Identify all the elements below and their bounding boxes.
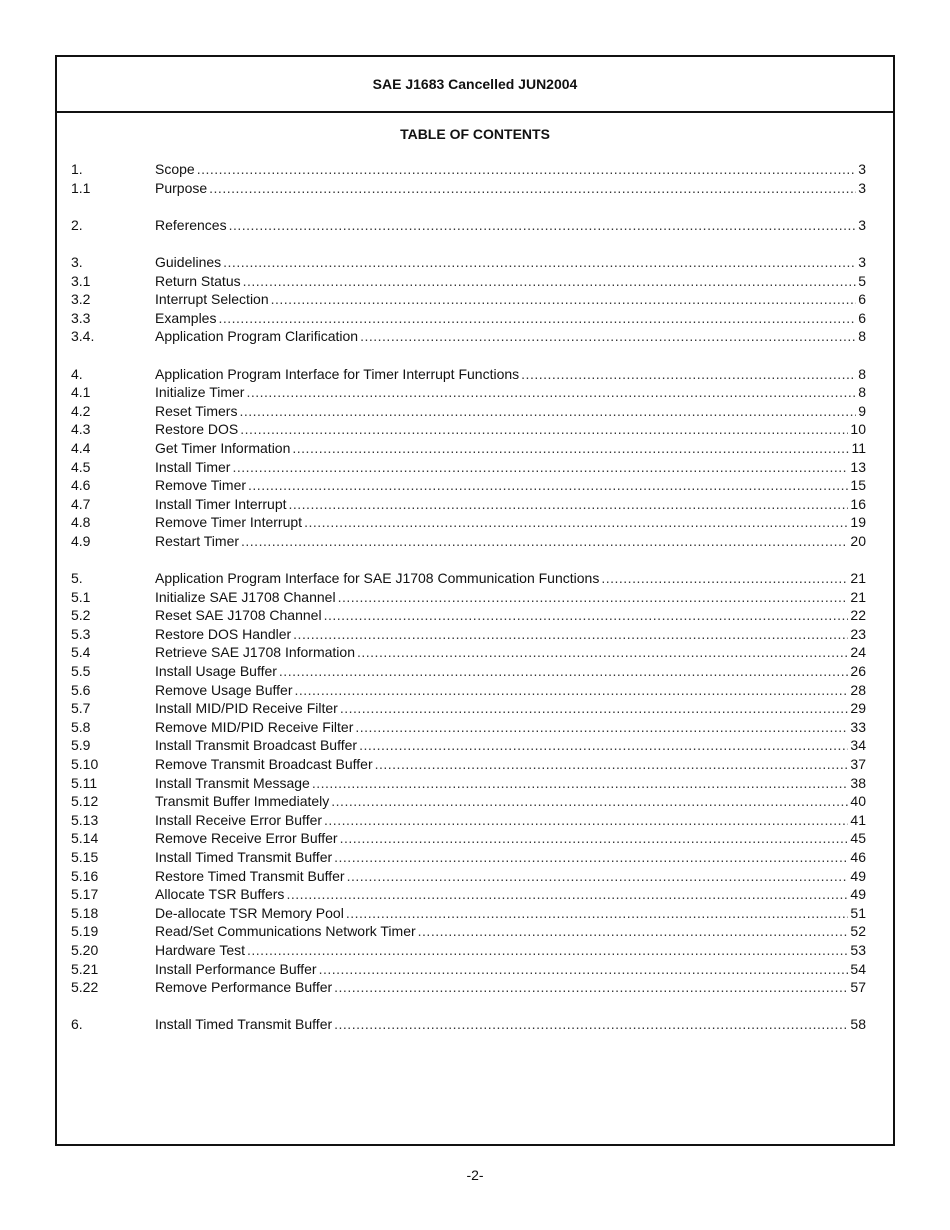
toc-entry-number: 4.1: [71, 384, 91, 401]
toc-entry-page: 49: [850, 867, 866, 884]
dot-leader: [334, 848, 848, 867]
dot-leader: [243, 272, 857, 291]
toc-entry-title: Reset Timers: [155, 402, 238, 419]
toc-entry-page: 19: [850, 514, 866, 531]
toc-entry: [71, 774, 866, 793]
toc-entry-title: Hardware Test: [155, 941, 246, 958]
toc-entry: [71, 941, 866, 960]
toc-entry-number: 5.22: [71, 979, 99, 996]
toc-entry: [71, 867, 866, 886]
toc-entry: [71, 216, 866, 235]
dot-leader: [246, 383, 856, 402]
toc-entry-title: Install Performance Buffer: [155, 960, 317, 977]
toc-entry: [71, 755, 866, 774]
toc-entry-title: De-allocate TSR Memory Pool: [155, 904, 344, 921]
toc-entry-number: 5.11: [71, 774, 98, 791]
toc-entry: [71, 327, 866, 346]
toc-entry: [71, 978, 866, 997]
toc-entry-title: Reset SAE J1708 Channel: [155, 607, 322, 624]
toc-entry-page: 21: [850, 570, 866, 587]
dot-leader: [324, 606, 849, 625]
toc-entry: [71, 681, 866, 700]
toc-entry-number: 5.6: [71, 681, 91, 698]
toc-entry-page: 3: [858, 179, 866, 196]
toc-entry-title: Remove Transmit Broadcast Buffer: [155, 756, 373, 772]
toc-entry-title: Application Program Clarification: [155, 328, 359, 345]
toc-entry-number: 4.2: [71, 402, 91, 419]
toc-entry-title: Get Timer Information: [155, 439, 291, 456]
toc-entry-number: 4.9: [71, 532, 91, 549]
dot-leader: [292, 439, 849, 458]
toc-entry: [71, 922, 866, 941]
toc-entry: [71, 309, 866, 328]
dot-leader: [331, 792, 848, 811]
toc-entry-page: 8: [858, 328, 866, 345]
toc-entry-number: 4.7: [71, 495, 91, 512]
toc-section: [71, 160, 866, 197]
page-number: -2-: [466, 1167, 484, 1183]
dot-leader: [197, 160, 857, 179]
dot-leader: [324, 811, 848, 830]
toc-entry-page: 10: [850, 421, 866, 438]
toc-entry-title: Install Timed Transmit Buffer: [155, 1016, 333, 1033]
toc-entry-page: 13: [850, 458, 866, 475]
toc-entry-number: 5.5: [71, 663, 91, 680]
toc-entry-number: 5.17: [71, 886, 99, 903]
toc-entry-title: Initialize SAE J1708 Channel: [155, 588, 336, 605]
toc-entry: [71, 885, 866, 904]
toc-entry-page: 29: [850, 700, 866, 717]
toc-entry-number: 5.7: [71, 700, 91, 717]
dot-leader: [340, 829, 849, 848]
toc-entry: [71, 569, 866, 588]
toc-entry-title: Install Transmit Broadcast Buffer: [155, 737, 358, 754]
document-title: SAE J1683 Cancelled JUN2004: [57, 57, 893, 113]
toc-entry-page: 34: [850, 737, 866, 754]
dot-leader: [294, 681, 848, 700]
toc-entry-title: Install Timer: [155, 458, 231, 475]
toc-entry-title: Install Timed Transmit Buffer: [155, 848, 333, 865]
toc-entry-title: Purpose: [155, 179, 208, 196]
toc-entry-page: 57: [850, 979, 866, 996]
dot-leader: [293, 625, 848, 644]
toc-entry-title: Transmit Buffer Immediately: [155, 793, 330, 810]
toc-entry-page: 6: [858, 291, 866, 308]
toc-entry-number: 3.3: [71, 309, 91, 326]
dot-leader: [286, 885, 848, 904]
toc-entry-title: References: [155, 216, 227, 233]
toc-entry-title: Install Usage Buffer: [155, 663, 277, 680]
dot-leader: [229, 216, 857, 235]
page-frame: [55, 55, 895, 1146]
dot-leader: [338, 588, 849, 607]
toc-entry-page: 41: [850, 811, 866, 828]
toc-section: [71, 1015, 866, 1034]
toc-entry: [71, 476, 866, 495]
dot-leader: [347, 867, 849, 886]
toc-entry-title: Application Program Interface for SAE J1708 Communication Functions: [155, 570, 600, 587]
toc-entry-title: Remove Timer Interrupt: [155, 514, 303, 531]
toc-entry: [71, 625, 866, 644]
dot-leader: [521, 365, 856, 384]
dot-leader: [218, 309, 856, 328]
toc-entry-number: 1.1: [71, 179, 91, 196]
toc-entry-number: 5.2: [71, 607, 91, 624]
toc-entry-number: 5.21: [71, 960, 99, 977]
toc-entry: [71, 792, 866, 811]
toc-entry-number: 5.18: [71, 904, 99, 921]
dot-leader: [289, 495, 849, 514]
dot-leader: [241, 532, 848, 551]
toc-entry: [71, 495, 866, 514]
toc-entry: [71, 718, 866, 737]
toc-entry-title: Guidelines: [155, 253, 222, 270]
toc-entry-number: 5.15: [71, 848, 99, 865]
toc-entry-number: 4.8: [71, 514, 91, 531]
toc-entry-page: 3: [858, 253, 866, 270]
dot-leader: [248, 476, 848, 495]
dot-leader: [304, 513, 848, 532]
toc-entry-title: Read/Set Communications Network Timer: [155, 923, 416, 940]
toc-entry-page: 8: [858, 384, 866, 401]
toc-entry-number: 5.13: [71, 811, 99, 828]
toc-entry: [71, 160, 866, 179]
toc-entry-title: Install Timer Interrupt: [155, 495, 287, 512]
toc-entry-number: 5.3: [71, 625, 91, 642]
toc-entry: [71, 420, 866, 439]
toc-section: [71, 216, 866, 235]
toc-entry-number: 4.4: [71, 439, 91, 456]
toc-entry: [71, 588, 866, 607]
toc-entry-title: Initialize Timer: [155, 384, 245, 401]
toc-entry-title: Install Transmit Message: [155, 774, 310, 791]
dot-leader: [334, 978, 848, 997]
toc-entry: [71, 513, 866, 532]
toc-entry: [71, 402, 866, 421]
toc-entry-number: 3.4.: [71, 328, 95, 345]
dot-leader: [360, 327, 856, 346]
toc-entry: [71, 253, 866, 272]
toc-entry: [71, 179, 866, 198]
toc-entry-page: 9: [858, 402, 866, 419]
dot-leader: [375, 755, 849, 774]
toc-entry-page: 8: [858, 365, 866, 382]
toc-entry: [71, 606, 866, 625]
toc-entry-page: 53: [850, 941, 866, 958]
toc-entry: [71, 829, 866, 848]
toc-entry-number: 4.: [71, 365, 83, 382]
toc-entry-title: Restart Timer: [155, 532, 240, 549]
toc-entry-number: 6.: [71, 1016, 83, 1033]
toc-entry: [71, 272, 866, 291]
toc-entry-title: Retrieve SAE J1708 Information: [155, 644, 355, 661]
toc-entry-page: 45: [850, 830, 866, 847]
toc-entry-page: 51: [850, 904, 866, 921]
toc-entry-page: 52: [850, 923, 866, 940]
toc-entry-page: 46: [850, 848, 866, 865]
toc-entry-page: 6: [858, 309, 866, 326]
toc-entry-page: 28: [850, 681, 866, 698]
toc-entry-title: Restore DOS Handler: [155, 625, 292, 642]
toc-entry-page: 24: [850, 644, 866, 661]
toc-entry: [71, 643, 866, 662]
toc-entry-page: 49: [850, 886, 866, 903]
toc-entry-number: 5.9: [71, 737, 91, 754]
toc-entry-number: 1.: [71, 161, 83, 177]
toc-entry-title: Interrupt Selection: [155, 291, 269, 308]
toc-entry: [71, 532, 866, 551]
toc-entry-title: Remove Usage Buffer: [155, 681, 293, 698]
toc-entry-number: 5.19: [71, 923, 99, 940]
toc-entry-number: 3.: [71, 253, 83, 270]
toc-section: [71, 253, 866, 346]
toc-entry: [71, 383, 866, 402]
toc-entry-number: 5.1: [71, 588, 91, 605]
dot-leader: [240, 420, 848, 439]
toc-entry-page: 40: [850, 793, 866, 810]
toc-section: [71, 365, 866, 551]
toc-entry-number: 5.16: [71, 867, 99, 884]
toc-entry-page: 37: [850, 756, 866, 772]
toc-entry-title: Return Status: [155, 272, 241, 289]
toc-entry-title: Examples: [155, 309, 217, 326]
toc-entry-number: 5.4: [71, 644, 91, 661]
toc-entry-page: 38: [850, 774, 866, 791]
toc-entry-page: 15: [850, 477, 866, 494]
dot-leader: [209, 179, 856, 198]
toc-entry-page: 20: [850, 532, 866, 549]
toc-entry-page: 23: [850, 625, 866, 642]
toc-entry-number: 5.14: [71, 830, 99, 847]
dot-leader: [359, 736, 848, 755]
toc-entry: [71, 290, 866, 309]
toc-entry-number: 5.20: [71, 941, 99, 958]
toc-entry-page: 21: [850, 588, 866, 605]
toc-entry-title: Remove Receive Error Buffer: [155, 830, 338, 847]
toc-entry-title: Install MID/PID Receive Filter: [155, 700, 338, 717]
dot-leader: [312, 774, 849, 793]
toc-entry-page: 3: [858, 216, 866, 233]
toc-entry-page: 16: [850, 495, 866, 512]
toc-entry: [71, 1015, 866, 1034]
toc-entry: [71, 699, 866, 718]
dot-leader: [247, 941, 848, 960]
dot-leader: [601, 569, 848, 588]
dot-leader: [357, 643, 848, 662]
toc-entry: [71, 811, 866, 830]
toc-section: [71, 569, 866, 997]
toc-entry-title: Application Program Interface for Timer Interrupt Functions: [155, 365, 520, 382]
dot-leader: [340, 699, 849, 718]
toc-entry-page: 3: [858, 161, 866, 177]
dot-leader: [279, 662, 849, 681]
toc-entry-title: Remove Timer: [155, 477, 247, 494]
toc-entry-title: Restore DOS: [155, 421, 239, 438]
toc-entry-page: 58: [850, 1016, 866, 1033]
toc-entry: [71, 365, 866, 384]
dot-leader: [271, 290, 857, 309]
toc-entry-number: 4.3: [71, 421, 91, 438]
dot-leader: [418, 922, 849, 941]
toc-entry-number: 3.2: [71, 291, 91, 308]
toc-entry-page: 54: [850, 960, 866, 977]
toc-heading: TABLE OF CONTENTS: [400, 126, 550, 142]
toc-entry-title: Install Receive Error Buffer: [155, 811, 323, 828]
table-of-contents: [57, 160, 893, 1034]
dot-leader: [223, 253, 856, 272]
toc-entry: [71, 458, 866, 477]
toc-entry-number: 4.6: [71, 477, 91, 494]
toc-entry-number: 2.: [71, 216, 83, 233]
toc-entry-number: 4.5: [71, 458, 91, 475]
toc-entry-title: Remove MID/PID Receive Filter: [155, 718, 354, 735]
toc-entry-number: 3.1: [71, 272, 91, 289]
toc-entry: [71, 904, 866, 923]
toc-entry: [71, 960, 866, 979]
toc-entry-page: 5: [858, 272, 866, 289]
toc-entry-number: 5.12: [71, 793, 99, 810]
dot-leader: [346, 904, 849, 923]
dot-leader: [334, 1015, 848, 1034]
toc-entry-title: Remove Performance Buffer: [155, 979, 333, 996]
dot-leader: [355, 718, 848, 737]
toc-entry-number: 5.: [71, 570, 83, 587]
toc-entry-number: 5.10: [71, 756, 99, 772]
toc-entry: [71, 736, 866, 755]
toc-entry-title: Scope: [155, 161, 195, 177]
toc-entry-page: 11: [851, 439, 866, 456]
toc-entry-title: Allocate TSR Buffers: [155, 886, 285, 903]
toc-entry: [71, 662, 866, 681]
toc-entry-page: 26: [850, 663, 866, 680]
toc-entry-number: 5.8: [71, 718, 91, 735]
dot-leader: [239, 402, 856, 421]
dot-leader: [319, 960, 849, 979]
dot-leader: [232, 458, 848, 477]
toc-entry-page: 33: [850, 718, 866, 735]
toc-entry-page: 22: [850, 607, 866, 624]
toc-entry: [71, 439, 866, 458]
toc-entry: [71, 848, 866, 867]
toc-entry-title: Restore Timed Transmit Buffer: [155, 867, 345, 884]
